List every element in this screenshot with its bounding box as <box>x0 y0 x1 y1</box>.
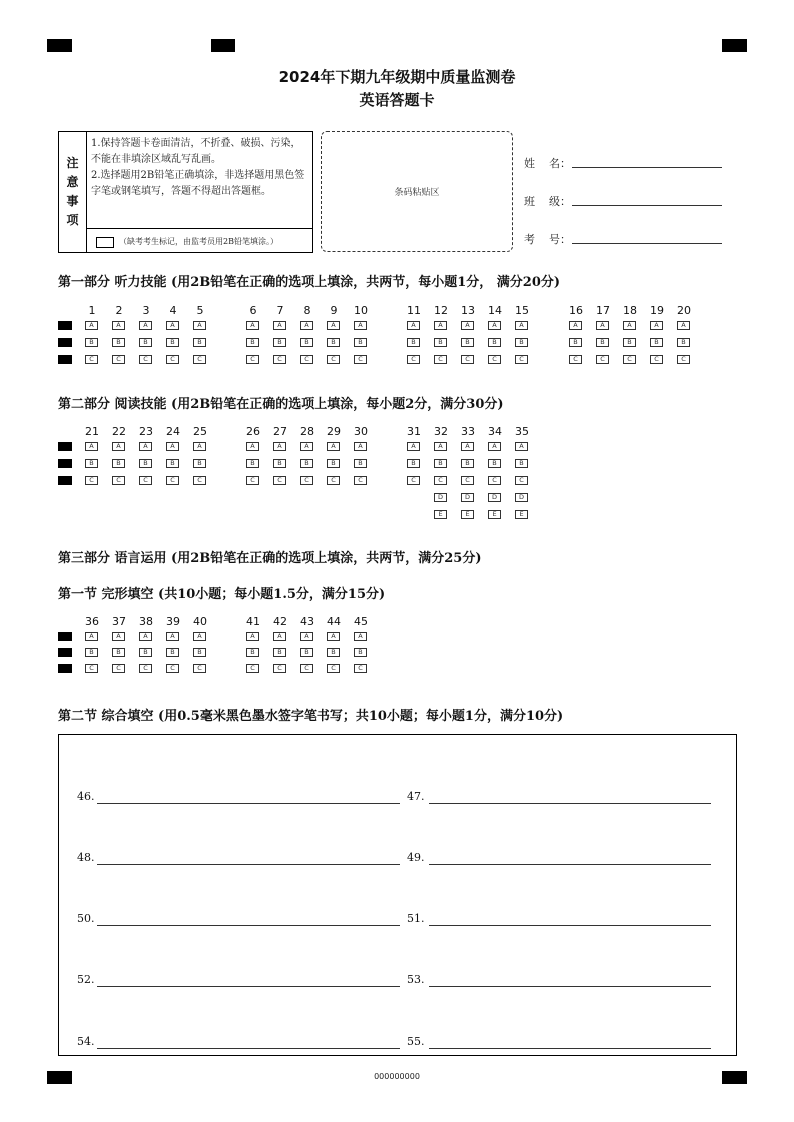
fill-item-label: 49. <box>407 851 425 864</box>
question-number: 3 <box>142 304 150 317</box>
notice-text <box>91 136 309 200</box>
question-number: 2 <box>115 304 123 317</box>
option-c-q42[interactable]: C <box>273 664 286 673</box>
option-b-q19[interactable]: B <box>650 338 663 347</box>
option-a-q8[interactable]: A <box>300 321 313 330</box>
option-a-q7[interactable]: A <box>273 321 286 330</box>
option-a-q41[interactable]: A <box>246 632 259 641</box>
option-a-q11[interactable]: A <box>407 321 420 330</box>
name-label: 姓 名： <box>524 157 571 170</box>
option-a-q22[interactable]: A <box>112 442 125 451</box>
fill-item-label: 53. <box>407 973 425 986</box>
question-number: 26 <box>246 425 260 438</box>
option-b-q6[interactable]: B <box>246 338 259 347</box>
option-c-q39[interactable]: C <box>166 664 179 673</box>
question-number: 41 <box>246 615 260 628</box>
option-b-q14[interactable]: B <box>488 338 501 347</box>
option-a-q5[interactable]: A <box>193 321 206 330</box>
option-c-q41[interactable]: C <box>246 664 259 673</box>
question-number: 7 <box>276 304 284 317</box>
option-c-q22[interactable]: C <box>112 476 125 485</box>
question-number: 12 <box>434 304 448 317</box>
option-c-q14[interactable]: C <box>488 355 501 364</box>
question-number: 4 <box>169 304 177 317</box>
option-c-q35[interactable]: C <box>515 476 528 485</box>
option-b-q10[interactable]: B <box>354 338 367 347</box>
option-a-q12[interactable]: A <box>434 321 447 330</box>
option-b-q5[interactable]: B <box>193 338 206 347</box>
option-c-q5[interactable]: C <box>193 355 206 364</box>
option-b-q2[interactable]: B <box>112 338 125 347</box>
option-c-q38[interactable]: C <box>139 664 152 673</box>
option-d-q35[interactable]: D <box>515 493 528 502</box>
question-number: 30 <box>354 425 368 438</box>
option-d-q34[interactable]: D <box>488 493 501 502</box>
number-line <box>572 243 722 244</box>
option-b-q35[interactable]: B <box>515 459 528 468</box>
question-number: 11 <box>407 304 421 317</box>
part1-row-mark <box>58 321 72 330</box>
question-number: 42 <box>273 615 287 628</box>
fill-item-label: 46. <box>77 790 95 803</box>
option-c-q45[interactable]: C <box>354 664 367 673</box>
option-c-q6[interactable]: C <box>246 355 259 364</box>
fill-item-label: 55. <box>407 1035 425 1048</box>
option-b-q7[interactable]: B <box>273 338 286 347</box>
question-number: 5 <box>196 304 204 317</box>
option-c-q9[interactable]: C <box>327 355 340 364</box>
option-b-q16[interactable]: B <box>569 338 582 347</box>
fill-answer-line[interactable] <box>429 986 711 987</box>
option-b-q43[interactable]: B <box>300 648 313 657</box>
option-a-q23[interactable]: A <box>139 442 152 451</box>
option-c-q2[interactable]: C <box>112 355 125 364</box>
question-number: 43 <box>300 615 314 628</box>
class-field[interactable] <box>524 193 571 209</box>
option-e-q32[interactable]: E <box>434 510 447 519</box>
question-number: 6 <box>249 304 257 317</box>
option-d-q33[interactable]: D <box>461 493 474 502</box>
part2-row-mark <box>58 459 72 468</box>
part3-section1-heading: 第一节 完形填空 (共10小题；每小题1.5分，满分15分) <box>58 587 386 602</box>
option-e-q35[interactable]: E <box>515 510 528 519</box>
option-c-q34[interactable]: C <box>488 476 501 485</box>
option-a-q37[interactable]: A <box>112 632 125 641</box>
option-c-q1[interactable]: C <box>85 355 98 364</box>
question-number: 15 <box>515 304 529 317</box>
option-b-q11[interactable]: B <box>407 338 420 347</box>
exam-title: 2024年下期九年级期中质量监测卷 <box>278 68 516 86</box>
question-number: 34 <box>488 425 502 438</box>
question-number: 33 <box>461 425 475 438</box>
timing-mark-top-center <box>211 39 235 52</box>
option-c-q32[interactable]: C <box>434 476 447 485</box>
question-number: 25 <box>193 425 207 438</box>
question-number: 29 <box>327 425 341 438</box>
question-number: 39 <box>166 615 180 628</box>
name-field[interactable] <box>524 155 571 171</box>
question-number: 18 <box>623 304 637 317</box>
absent-checkbox[interactable] <box>96 237 114 248</box>
option-b-q34[interactable]: B <box>488 459 501 468</box>
notice-box <box>58 131 313 253</box>
part3-section2-heading: 第二节 综合填空 (用0.5毫米黑色墨水签字笔书写；共10小题；每小题1分，满分10分) <box>58 709 564 724</box>
part3-heading: 第三部分 语言运用 (用2B铅笔在正确的选项上填涂，共两节，满分25分) <box>58 551 482 566</box>
option-b-q24[interactable]: B <box>166 459 179 468</box>
notice-item-2: 2.选择题用2B铅笔正确填涂，非选择题用黑色签字笔或钢笔填写，答题不得超出答题框。 <box>91 170 305 197</box>
option-c-q18[interactable]: C <box>623 355 636 364</box>
option-b-q21[interactable]: B <box>85 459 98 468</box>
question-number: 24 <box>166 425 180 438</box>
absent-note: （缺考考生标记，由监考员用2B铅笔填涂。） <box>119 237 278 246</box>
option-c-q15[interactable]: C <box>515 355 528 364</box>
number-label: 考 号： <box>524 233 571 246</box>
option-b-q23[interactable]: B <box>139 459 152 468</box>
question-number: 31 <box>407 425 421 438</box>
part2-row-mark <box>58 476 72 485</box>
question-number: 36 <box>85 615 99 628</box>
option-b-q15[interactable]: B <box>515 338 528 347</box>
notice-label: 注 意 事 项 <box>59 132 87 252</box>
option-c-q11[interactable]: C <box>407 355 420 364</box>
option-b-q17[interactable]: B <box>596 338 609 347</box>
option-c-q21[interactable]: C <box>85 476 98 485</box>
option-a-q42[interactable]: A <box>273 632 286 641</box>
option-a-q30[interactable]: A <box>354 442 367 451</box>
option-c-q37[interactable]: C <box>112 664 125 673</box>
option-a-q33[interactable]: A <box>461 442 474 451</box>
option-c-q33[interactable]: C <box>461 476 474 485</box>
option-c-q31[interactable]: C <box>407 476 420 485</box>
option-c-q36[interactable]: C <box>85 664 98 673</box>
option-c-q19[interactable]: C <box>650 355 663 364</box>
option-b-q37[interactable]: B <box>112 648 125 657</box>
question-number: 9 <box>330 304 338 317</box>
question-number: 22 <box>112 425 126 438</box>
timing-mark-top-left <box>47 39 72 52</box>
class-line <box>572 205 722 206</box>
fill-answer-line[interactable] <box>429 925 711 926</box>
question-number: 32 <box>434 425 448 438</box>
question-number: 35 <box>515 425 529 438</box>
option-b-q45[interactable]: B <box>354 648 367 657</box>
option-a-q28[interactable]: A <box>300 442 313 451</box>
option-b-q13[interactable]: B <box>461 338 474 347</box>
fill-answer-line[interactable] <box>97 925 400 926</box>
question-number: 13 <box>461 304 475 317</box>
question-number: 27 <box>273 425 287 438</box>
question-number: 1 <box>88 304 96 317</box>
option-c-q28[interactable]: C <box>300 476 313 485</box>
part3-row-mark <box>58 664 72 673</box>
option-b-q8[interactable]: B <box>300 338 313 347</box>
option-c-q17[interactable]: C <box>596 355 609 364</box>
option-d-q32[interactable]: D <box>434 493 447 502</box>
option-e-q33[interactable]: E <box>461 510 474 519</box>
class-label: 班 级： <box>524 195 571 208</box>
option-b-q39[interactable]: B <box>166 648 179 657</box>
option-c-q20[interactable]: C <box>677 355 690 364</box>
fill-answer-line[interactable] <box>97 986 400 987</box>
option-a-q19[interactable]: A <box>650 321 663 330</box>
question-number: 17 <box>596 304 610 317</box>
timing-mark-top-right <box>722 39 747 52</box>
card-code: 000000000 <box>374 1072 420 1081</box>
option-a-q34[interactable]: A <box>488 442 501 451</box>
option-b-q40[interactable]: B <box>193 648 206 657</box>
option-b-q1[interactable]: B <box>85 338 98 347</box>
option-b-q9[interactable]: B <box>327 338 340 347</box>
option-a-q14[interactable]: A <box>488 321 501 330</box>
option-a-q44[interactable]: A <box>327 632 340 641</box>
question-number: 16 <box>569 304 583 317</box>
option-a-q20[interactable]: A <box>677 321 690 330</box>
option-b-q29[interactable]: B <box>327 459 340 468</box>
option-c-q7[interactable]: C <box>273 355 286 364</box>
option-b-q33[interactable]: B <box>461 459 474 468</box>
option-a-q38[interactable]: A <box>139 632 152 641</box>
option-c-q25[interactable]: C <box>193 476 206 485</box>
option-a-q27[interactable]: A <box>273 442 286 451</box>
option-a-q26[interactable]: A <box>246 442 259 451</box>
fill-answer-line[interactable] <box>429 864 711 865</box>
part2-row-mark <box>58 442 72 451</box>
option-a-q31[interactable]: A <box>407 442 420 451</box>
question-number: 10 <box>354 304 368 317</box>
option-c-q3[interactable]: C <box>139 355 152 364</box>
fill-answer-line[interactable] <box>97 1048 400 1049</box>
card-title: 英语答题卡 <box>359 91 435 109</box>
option-a-q36[interactable]: A <box>85 632 98 641</box>
option-b-q18[interactable]: B <box>623 338 636 347</box>
option-b-q28[interactable]: B <box>300 459 313 468</box>
question-number: 20 <box>677 304 691 317</box>
part3-row-mark <box>58 632 72 641</box>
fill-item-label: 50. <box>77 912 95 925</box>
notice-item-1: 1.保持答题卡卷面清洁，不折叠、破损、污染，不能在非填涂区域乱写乱画。 <box>91 138 301 165</box>
option-c-q24[interactable]: C <box>166 476 179 485</box>
option-e-q34[interactable]: E <box>488 510 501 519</box>
option-b-q32[interactable]: B <box>434 459 447 468</box>
question-number: 38 <box>139 615 153 628</box>
part1-row-mark <box>58 338 72 347</box>
part1-heading: 第一部分 听力技能 (用2B铅笔在正确的选项上填涂，共两节，每小题1分， 满分20分) <box>58 275 561 290</box>
option-a-q25[interactable]: A <box>193 442 206 451</box>
option-b-q38[interactable]: B <box>139 648 152 657</box>
option-b-q36[interactable]: B <box>85 648 98 657</box>
option-c-q40[interactable]: C <box>193 664 206 673</box>
question-number: 44 <box>327 615 341 628</box>
option-b-q4[interactable]: B <box>166 338 179 347</box>
option-a-q16[interactable]: A <box>569 321 582 330</box>
question-number: 8 <box>303 304 311 317</box>
barcode-area <box>321 131 513 252</box>
question-number: 37 <box>112 615 126 628</box>
option-b-q25[interactable]: B <box>193 459 206 468</box>
question-number: 21 <box>85 425 99 438</box>
question-number: 19 <box>650 304 664 317</box>
option-a-q6[interactable]: A <box>246 321 259 330</box>
absent-mark-row <box>87 228 312 252</box>
fill-item-label: 48. <box>77 851 95 864</box>
option-c-q16[interactable]: C <box>569 355 582 364</box>
option-a-q21[interactable]: A <box>85 442 98 451</box>
option-b-q20[interactable]: B <box>677 338 690 347</box>
option-a-q1[interactable]: A <box>85 321 98 330</box>
part2-heading: 第二部分 阅读技能 (用2B铅笔在正确的选项上填涂，每小题2分，满分30分) <box>58 397 504 412</box>
option-a-q13[interactable]: A <box>461 321 474 330</box>
barcode-label: 条码粘贴区 <box>394 188 440 198</box>
fill-item-label: 52. <box>77 973 95 986</box>
option-b-q31[interactable]: B <box>407 459 420 468</box>
option-a-q39[interactable]: A <box>166 632 179 641</box>
option-a-q29[interactable]: A <box>327 442 340 451</box>
option-a-q43[interactable]: A <box>300 632 313 641</box>
option-a-q18[interactable]: A <box>623 321 636 330</box>
option-a-q9[interactable]: A <box>327 321 340 330</box>
part1-row-mark <box>58 355 72 364</box>
option-c-q29[interactable]: C <box>327 476 340 485</box>
option-a-q2[interactable]: A <box>112 321 125 330</box>
question-number: 40 <box>193 615 207 628</box>
option-c-q10[interactable]: C <box>354 355 367 364</box>
option-a-q15[interactable]: A <box>515 321 528 330</box>
option-a-q35[interactable]: A <box>515 442 528 451</box>
fill-item-label: 54. <box>77 1035 95 1048</box>
option-a-q45[interactable]: A <box>354 632 367 641</box>
option-b-q30[interactable]: B <box>354 459 367 468</box>
option-b-q42[interactable]: B <box>273 648 286 657</box>
option-a-q24[interactable]: A <box>166 442 179 451</box>
name-line <box>572 167 722 168</box>
option-a-q17[interactable]: A <box>596 321 609 330</box>
fill-answer-line[interactable] <box>97 803 400 804</box>
fill-item-label: 47. <box>407 790 425 803</box>
option-c-q8[interactable]: C <box>300 355 313 364</box>
option-c-q13[interactable]: C <box>461 355 474 364</box>
fill-in-box <box>58 734 737 1056</box>
option-b-q22[interactable]: B <box>112 459 125 468</box>
option-a-q3[interactable]: A <box>139 321 152 330</box>
option-b-q12[interactable]: B <box>434 338 447 347</box>
fill-answer-line[interactable] <box>429 1048 711 1049</box>
part3-row-mark <box>58 648 72 657</box>
option-a-q4[interactable]: A <box>166 321 179 330</box>
question-number: 23 <box>139 425 153 438</box>
option-b-q44[interactable]: B <box>327 648 340 657</box>
option-c-q23[interactable]: C <box>139 476 152 485</box>
option-c-q26[interactable]: C <box>246 476 259 485</box>
question-number: 14 <box>488 304 502 317</box>
option-c-q12[interactable]: C <box>434 355 447 364</box>
option-c-q27[interactable]: C <box>273 476 286 485</box>
fill-answer-line[interactable] <box>97 864 400 865</box>
question-number: 28 <box>300 425 314 438</box>
option-b-q41[interactable]: B <box>246 648 259 657</box>
option-c-q43[interactable]: C <box>300 664 313 673</box>
option-c-q4[interactable]: C <box>166 355 179 364</box>
number-field[interactable] <box>524 231 571 247</box>
option-a-q32[interactable]: A <box>434 442 447 451</box>
option-c-q30[interactable]: C <box>354 476 367 485</box>
option-c-q44[interactable]: C <box>327 664 340 673</box>
fill-answer-line[interactable] <box>429 803 711 804</box>
option-a-q40[interactable]: A <box>193 632 206 641</box>
option-a-q10[interactable]: A <box>354 321 367 330</box>
option-b-q26[interactable]: B <box>246 459 259 468</box>
fill-item-label: 51. <box>407 912 425 925</box>
question-number: 45 <box>354 615 368 628</box>
option-b-q3[interactable]: B <box>139 338 152 347</box>
option-b-q27[interactable]: B <box>273 459 286 468</box>
